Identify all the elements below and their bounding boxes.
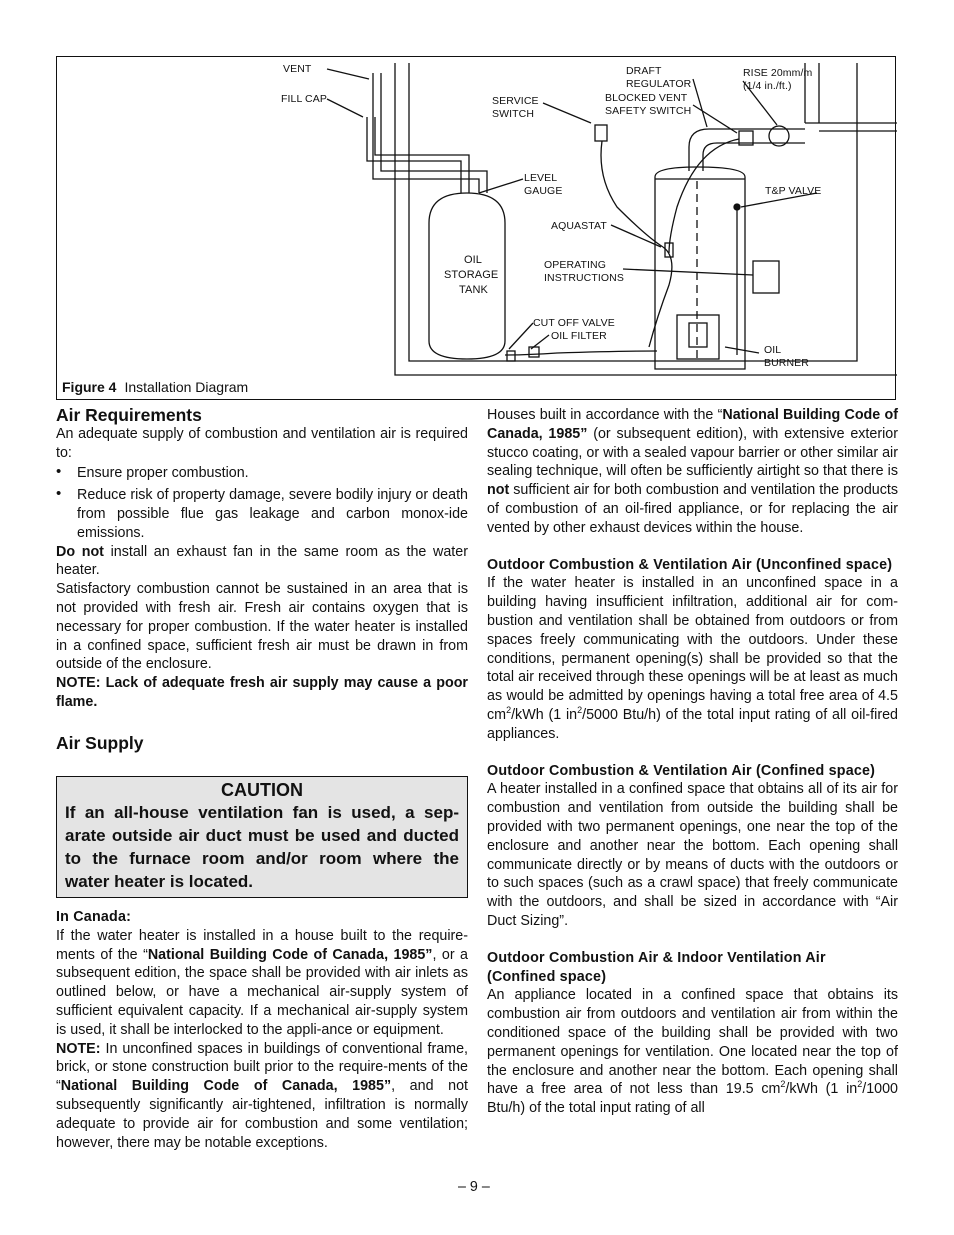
air-supply-section [56, 734, 468, 753]
list-item: • Ensure proper combustion. [56, 464, 468, 483]
label-service-switch-line1: SERVICE [492, 95, 539, 107]
list-item: • Reduce risk of property damage, severe bodily injury or death from possible flue gas leakage and carbon monox-ide emissions. [56, 486, 468, 542]
superscript: 2 [506, 704, 512, 715]
fresh-air-note [56, 674, 468, 712]
confined-heading: Outdoor Combustion & Ventilation Air (Confined space) [487, 762, 876, 779]
canada-section [56, 908, 468, 1152]
canada-note-label: NOTE: [56, 1040, 101, 1057]
air-requirements-list [56, 464, 468, 542]
caution-title: CAUTION [221, 780, 303, 800]
label-oil-burner-line2: BURNER [764, 357, 809, 369]
label-operating-line2: INSTRUCTIONS [544, 272, 624, 284]
canada-code-name: National Building Code of Canada, 1985” [147, 946, 433, 963]
label-operating-line1: OPERATING [544, 259, 606, 271]
superscript: 2 [780, 1079, 786, 1090]
unconfined-paragraph [487, 574, 898, 743]
label-oil-tank-line3: TANK [459, 284, 488, 296]
label-oil-tank-line1: OIL [464, 254, 483, 266]
caution-body: If an all-house ventilation fan is used, a sep-arate outside air duct must be used and ducted to the furnace room and/or room where the water heater is located. [65, 803, 459, 891]
label-oil-burner-line1: OIL [764, 344, 782, 356]
label-oil-tank-line2: STORAGE [444, 269, 499, 281]
superscript: 2 [857, 1079, 863, 1090]
right-column [487, 406, 898, 1118]
installation-diagram [56, 56, 896, 400]
unconfined-heading: Outdoor Combustion & Ventilation Air (Unconfined space) [487, 556, 893, 573]
indoor-ventilation-paragraph [487, 986, 898, 1118]
label-oil-filter: OIL FILTER [551, 330, 607, 342]
label-level-gauge-line2: GAUGE [524, 185, 563, 197]
houses-code-name: National Building Code of Canada, 1985” [487, 407, 898, 442]
figure-caption [62, 379, 248, 395]
label-tp-valve: T&P VALVE [765, 185, 822, 197]
do-not-bold: Do not [56, 543, 104, 560]
label-fill-cap: FILL CAP [281, 93, 327, 105]
houses-text-c: sufficient air for both combustion and ventilation the products of combustion of an oil-fired appliance, or for replacing the air vented by other exhaust devices within the house. [487, 482, 898, 536]
indoor-text-b: /kWh (1 in [785, 1081, 858, 1098]
canada-note-code: National Building Code of Canada, 1985” [60, 1078, 392, 1095]
left-column-top [56, 406, 468, 712]
canada-paragraph [56, 927, 468, 1040]
label-blocked-vent-line2: SAFETY SWITCH [605, 105, 692, 117]
air-requirements-heading: Air Requirements [56, 405, 202, 425]
figure-number: Figure 4 [62, 379, 117, 395]
label-service-switch-line2: SWITCH [492, 108, 535, 120]
air-supply-heading: Air Supply [56, 733, 144, 753]
unconfined-text-a: If the water heater is installed in an unconfined space in a building having insufficient infiltration, additional air for com-bustion and ventilation shall be obtained from outdoors or from spaces freely communicating with the outdoors. Under these conditions, permanent opening(s) shall be provided so that the total air received through these openings will be at least as much as would be admitted by openings having a total free area of 4.5 cm [487, 575, 898, 723]
label-draft-regulator-line1: DRAFT [626, 65, 662, 77]
page-number: – 9 – [458, 1179, 490, 1195]
indoor-ventilation-heading: Outdoor Combustion Air & Indoor Ventilation Air (Confined space) [487, 949, 826, 985]
indoor-text-a: An appliance located in a confined space that obtains its combustion air from outdoors and ventilation air from within the conditioned space of the building shall be provided with two permanent openings for ventilation. One located near the top of the enclosure and another near the bottom. Each opening shall have a free area of not less than 19.5 cm [487, 987, 898, 1098]
label-draft-regulator-line2: REGULATOR [626, 78, 692, 90]
do-not-paragraph [56, 543, 468, 581]
label-aquastat: AQUASTAT [551, 220, 607, 232]
canada-text-a: If the water heater is installed in a house built to the require-ments of the “ [56, 927, 468, 963]
canada-note-paragraph [56, 1040, 468, 1153]
label-level-gauge-line1: LEVEL [524, 172, 558, 184]
unconfined-text-c: /5000 Btu/h) of the total input rating of all oil-fired appliances. [487, 706, 898, 742]
superscript: 2 [577, 704, 583, 715]
canada-note-text-a: In unconfined spaces in buildings of conventional frame, brick, or stone construction built prior to the require-ments of the “ [56, 1040, 468, 1095]
air-requirements-intro: An adequate supply of combustion and ventilation air is required to: [56, 425, 468, 461]
unconfined-text-b: /kWh (1 in [511, 706, 578, 723]
in-canada-heading: In Canada: [56, 909, 132, 925]
fresh-air-note-text: NOTE: Lack of adequate fresh air supply may cause a poor flame. [56, 675, 468, 710]
caution-box [56, 776, 468, 898]
label-blocked-vent-line1: BLOCKED VENT [605, 92, 688, 104]
label-vent: VENT [283, 63, 312, 75]
houses-text-b: (or subsequent edition), with extensive exterior stucco coating, or with a sealed vapour barrier or other similar air sealing technique, will often be sufficiently airtight so that there is [487, 425, 899, 480]
label-rise-line2: (1/4 in./ft.) [743, 80, 792, 92]
label-cut-off-valve: CUT OFF VALVE [533, 317, 615, 329]
do-not-text: install an exhaust fan in the same room as the water heater. [56, 543, 468, 579]
canada-note-text-b: , and not subsequently significantly air-tightened, infiltration is normally adequate to provide air for combustion and some ventilation; however, there may be notable exceptions. [56, 1078, 468, 1151]
label-rise-line1: RISE 20mm/m [743, 67, 813, 79]
houses-text-a: Houses built in accordance with the “ [487, 407, 723, 423]
figure-caption-text: Installation Diagram [124, 379, 249, 395]
confined-paragraph: A heater installed in a confined space that obtains all of its air for combustion and ventilation from outside the building shall be provided with two permanent openings, one near the top of the enclosure and another near the bottom. Each opening shall communicate directly or by means of ducts with the outdoors or to such spaces (such as a crawl space) that freely communicate with the outdoors, and shall be sized in accordance with “Air Duct Sizing”. [487, 781, 898, 929]
indoor-text-c: /1000 Btu/h) of the total input rating of all [487, 1081, 898, 1117]
houses-paragraph [487, 406, 898, 538]
satisfactory-paragraph: Satisfactory combustion cannot be sustained in an area that is not provided with fresh air. Fresh air contains oxygen that is necessary for proper combustion. If the water heater is installed in a confined space, sufficient fresh air must be drawn in from outside of the enclosure. [56, 581, 468, 673]
houses-not: not [487, 482, 510, 499]
canada-text-b: , or a subsequent edition, the space shall be provided with air inlets as outlined below, or have a mechanical air-supply system of sufficient equivalent capacity. If a mechanical air-supply system is used, it shall be interlocked to the appli-ance or equipment. [56, 946, 468, 1038]
